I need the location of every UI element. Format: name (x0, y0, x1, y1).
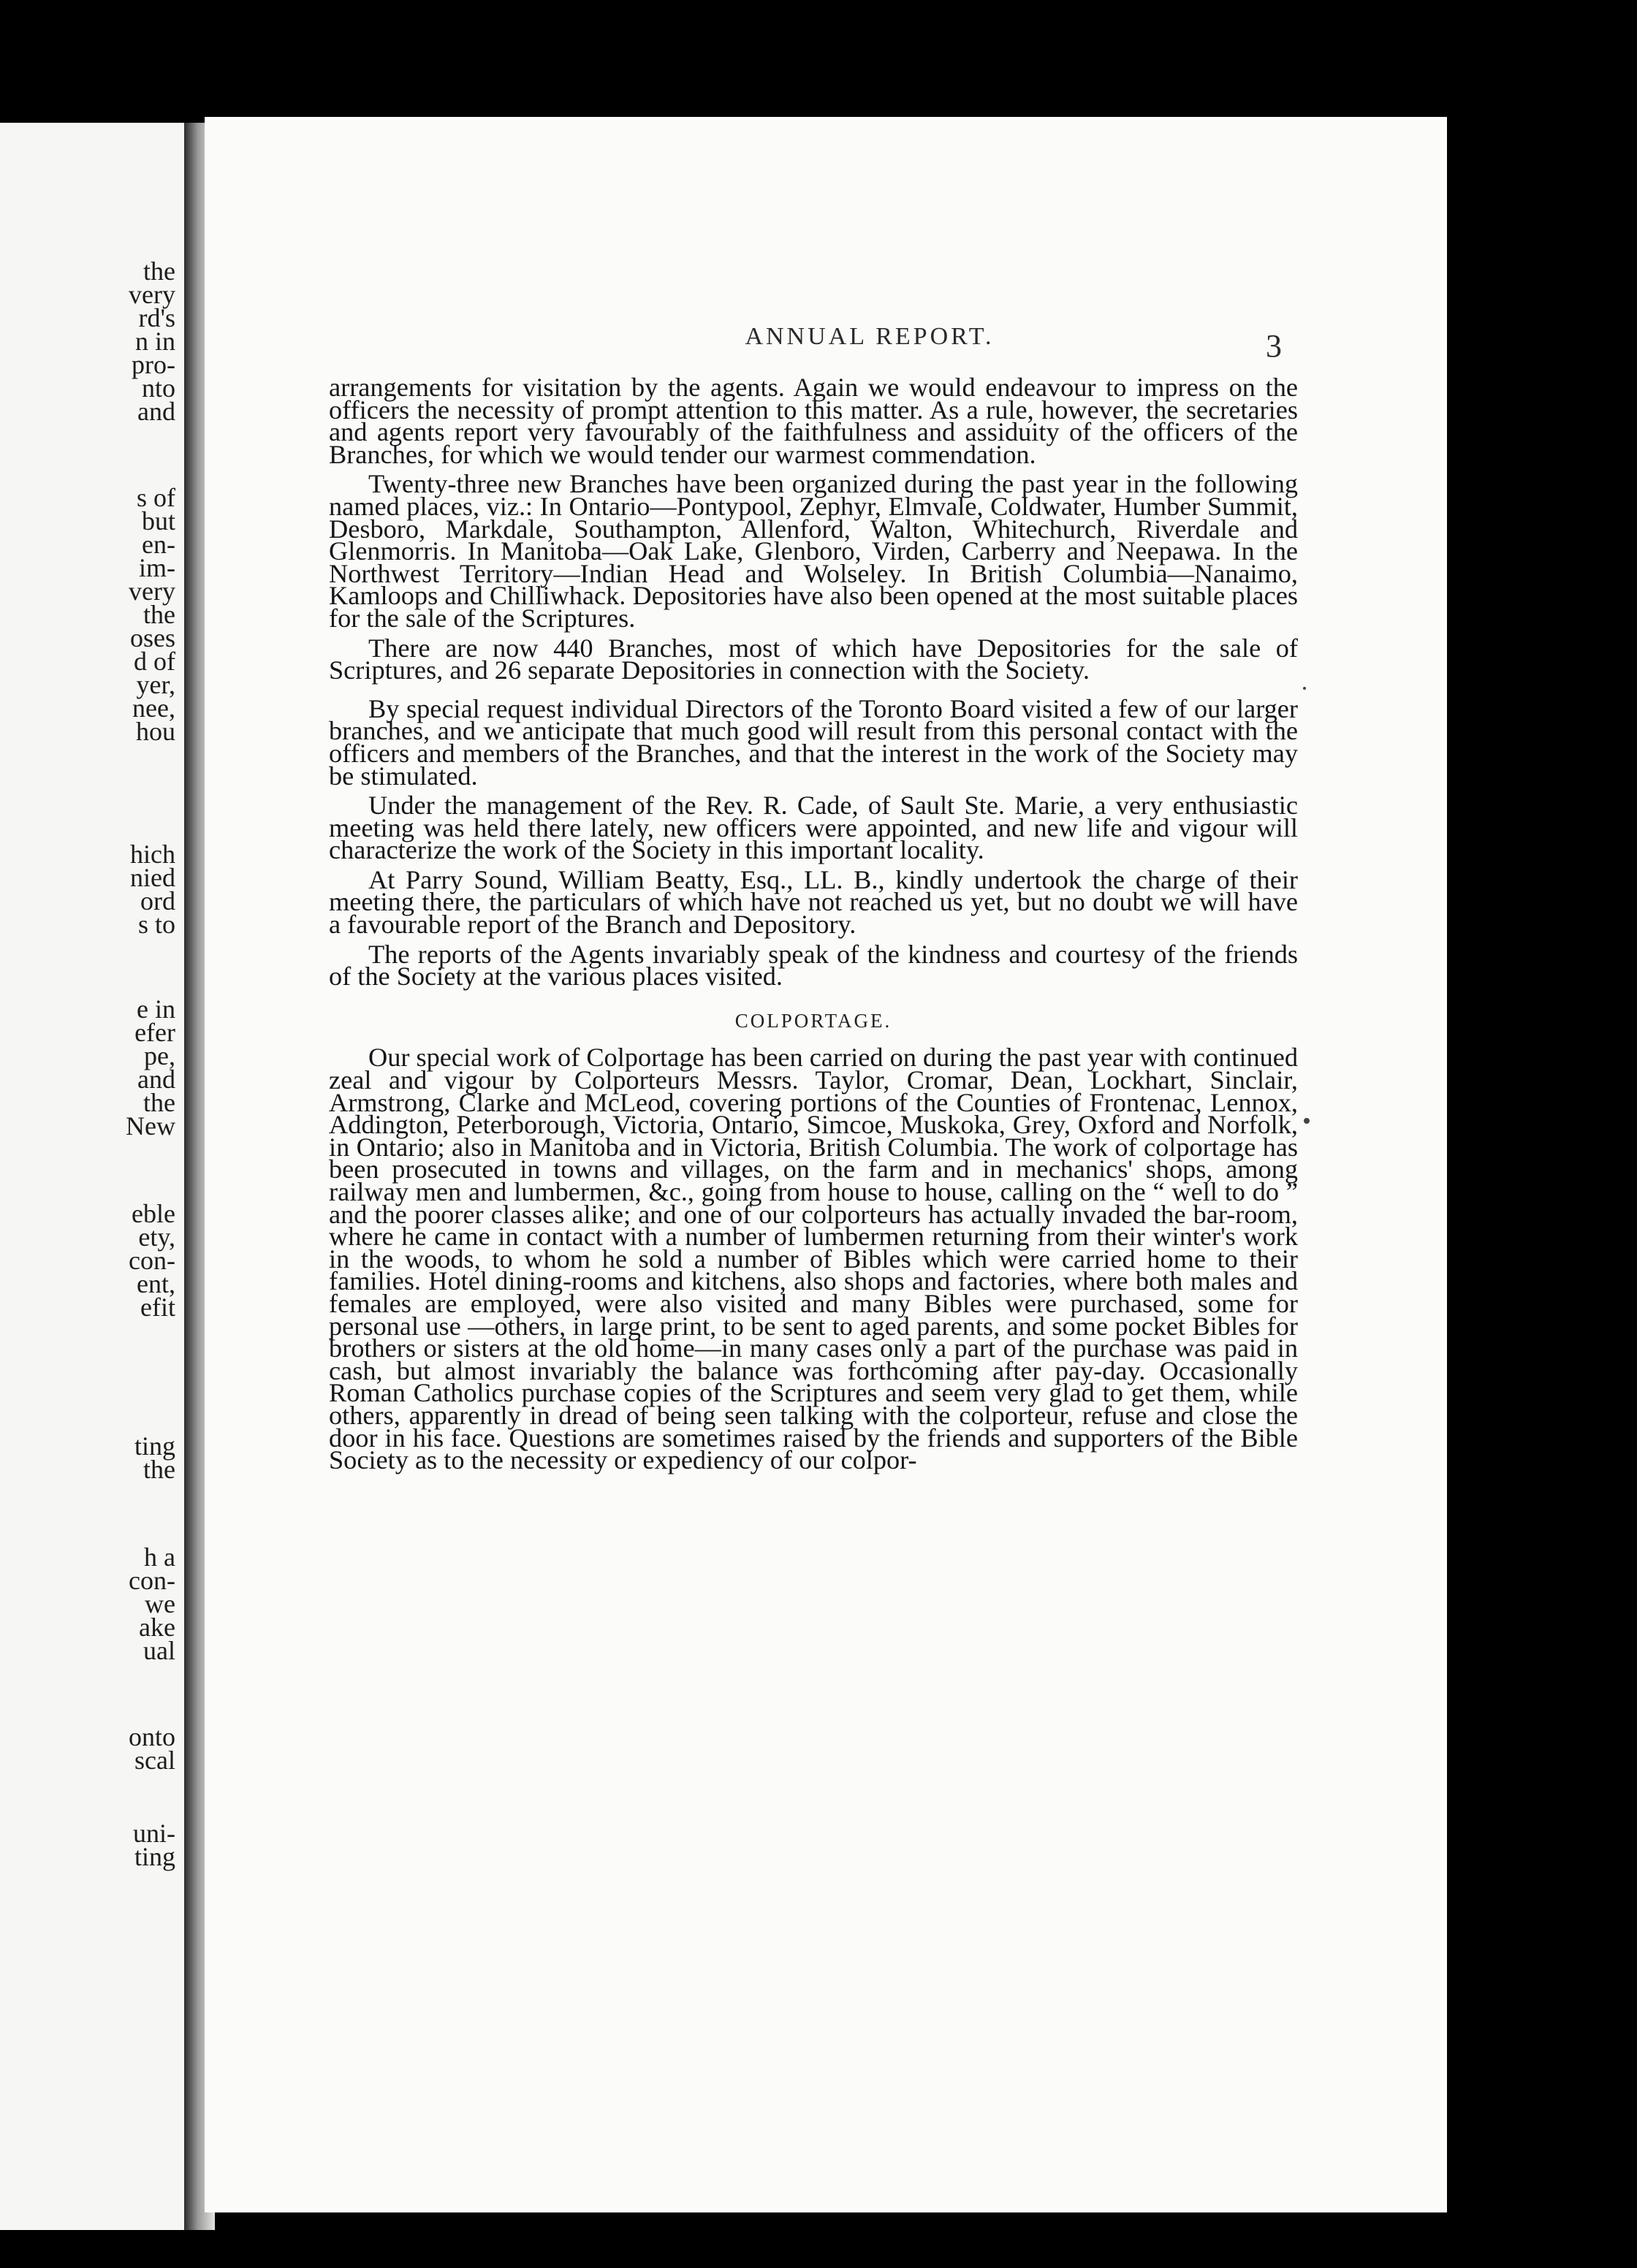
previous-page-line-fragment: eble (132, 1199, 175, 1228)
paragraph: The reports of the Agents invariably speak of the kindness and courtesy of the friends of the Society at the various places visited. (329, 939, 1298, 992)
paragraph: At Parry Sound, William Beatty, Esq., LL. B., kindly undertook the charge of their meeting there, the particulars of which have not reached us yet, but no doubt we will have a favourable report of the Branch and Depository. (329, 864, 1298, 940)
previous-page-line-fragment: uni- (133, 1819, 175, 1848)
previous-page-line-fragment: efit (140, 1293, 175, 1322)
running-head: ANNUAL REPORT. (745, 323, 995, 350)
previous-page-line-fragment: the (143, 600, 175, 629)
previous-page-line-fragment: ting (134, 1842, 175, 1871)
previous-page-line-fragment: pe, (144, 1041, 175, 1070)
previous-page-line-fragment: hich (130, 840, 175, 869)
paragraph: Twenty-three new Branches have been organized during the past year in the following named places, viz.: In Ontario—Pontypool, Zephyr, Elmvale, Coldwater, Humber Summit, Desboro, Markdale, Southampton, Allenford, Walton, Whitechurch, Riverdale and Glenmorris. In Manitoba—Oak Lake, Glenboro, Virden, Carberry and Neepawa. In the Northwest Territory—Indian Head and Wolseley. In British Columbia—Nanaimo, Kamloops and Chilliwhack. Depositories have also been opened at the most suitable places for the sale of the Scriptures. (329, 469, 1298, 633)
paragraph: Under the management of the Rev. R. Cade, of Sault Ste. Marie, a very enthusiastic meeting was held there lately, new officers were appointed, and new life and vigour will characterize the work of the Society in this important locality. (329, 791, 1298, 865)
previous-page-line-fragment: n in (134, 327, 175, 356)
previous-page-line-fragment: the (143, 256, 175, 286)
section-heading: COLPORTAGE. (734, 1009, 892, 1032)
previous-page-line-fragment: im- (139, 553, 175, 582)
previous-page-line-fragment: ual (143, 1636, 175, 1665)
previous-page-line-fragment: efer (134, 1018, 175, 1047)
previous-page-line-fragment: nied (130, 863, 175, 892)
previous-page-line-fragment: onto (128, 1722, 175, 1751)
page-number: 3 (1266, 328, 1282, 364)
previous-page-line-fragment: scal (134, 1746, 175, 1775)
previous-page-line-fragment: ety, (138, 1222, 175, 1252)
previous-page-line-fragment: and (137, 1065, 175, 1094)
body-text (329, 373, 1299, 1479)
previous-page-line-fragment: oses (130, 623, 175, 652)
previous-page-line-fragment: en- (142, 530, 175, 559)
previous-page-line-fragment: nto (141, 373, 175, 403)
previous-page-line-fragment: ent, (137, 1269, 175, 1298)
previous-page-line-fragment: very (129, 280, 175, 309)
previous-page-line-fragment: yer, (136, 670, 175, 699)
previous-page-line-fragment: s of (137, 483, 175, 512)
previous-page-line-fragment: the (143, 1455, 175, 1484)
previous-page-line-fragment: d of (134, 647, 175, 676)
paragraph: By special request individual Directors of the Toronto Board visited a few of our larger branches, and we anticipate that much good will result from this personal contact with the officers and members of the Branches, and that the interest in the work of the Society may be stimulated. (329, 693, 1298, 791)
previous-page-line-fragment: ake (139, 1613, 175, 1642)
paper-speck (1303, 687, 1306, 690)
previous-page-line-fragment: pro- (132, 350, 175, 379)
previous-page-line-fragment: h a (144, 1542, 175, 1572)
previous-page-line-fragment: e in (137, 994, 175, 1024)
paragraph: There are now 440 Branches, most of which have Depositories for the sale of Scriptures, and 26 separate Depositories in connection with the Society. (329, 633, 1298, 685)
previous-page-line-fragment: ting (134, 1431, 175, 1461)
previous-page-line-fragment: very (129, 576, 175, 606)
previous-page-line-fragment: ord (140, 886, 175, 916)
previous-page-line-fragment: but (141, 506, 175, 536)
previous-page-line-fragment: we (145, 1589, 175, 1618)
paragraph: Our special work of Colportage has been carried on during the past year with continued zeal and vigour by Colporteurs Messrs. Taylor, Cromar, Dean, Lockhart, Sinclair, Armstrong, Clarke and McLeod, covering portions of the Counties of Frontenac, Lennox, Addington, Peterborough, Victoria, Ontario, Simcoe, Muskoka, Grey, Oxford and Norfolk, in Ontario; also in Manitoba and in Victoria, British Columbia. The work of colportage has been prosecuted in towns and villages, on the farm and in mechanics' shops, among railway men and lumbermen, &c., going from house to house, calling on the “ well to do ” and the poorer classes alike; and one of our colporteurs has actually invaded the bar-room, where he came in contact with a number of lumbermen returning from their winter's work in the woods, to whom he sold a number of Bibles which were carried home to their families. Hotel dining-rooms and kitchens, also shops and factories, where both males and females are employed, were also visited and many Bibles were purchased, some for personal use —others, in large print, to be sent to aged parents, and some pocket Bibles for brothers or sisters at the old home—in many cases only a part of the purchase was paid in cash, but almost invariably the balance was forthcoming after pay-day. Occasionally Roman Catholics purchase copies of the Scriptures and seem very glad to get them, while others, apparently in dread of being seen talking with the colporteur, refuse and close the door in his face. Questions are sometimes raised by the friends and supporters of the Bible Society as to the necessity or expediency of our colpor- (329, 1043, 1299, 1475)
previous-page-fragment (0, 123, 184, 2230)
previous-page-line-fragment: and (137, 397, 175, 426)
previous-page-line-fragment: the (143, 1088, 175, 1117)
previous-page-line-fragment: con- (129, 1566, 175, 1595)
paper-speck (1304, 1118, 1310, 1124)
previous-page-line-fragment: hou (136, 717, 175, 746)
previous-page-line-fragment: con- (129, 1246, 175, 1275)
previous-page-line-fragment: rd's (138, 303, 175, 332)
previous-page-line-fragment: New (126, 1111, 175, 1141)
previous-page-line-fragment: s to (137, 910, 175, 939)
paragraph: arrangements for visitation by the agents. Again we would endeavour to impress on the officers the necessity of prompt attention to this matter. As a rule, however, the secretaries and agents report very favourably of the faithfulness and assiduity of the officers of the Branches, for which we would tender our warmest commendation. (329, 373, 1298, 469)
document-page (205, 117, 1447, 2212)
previous-page-line-fragment: nee, (132, 693, 175, 723)
